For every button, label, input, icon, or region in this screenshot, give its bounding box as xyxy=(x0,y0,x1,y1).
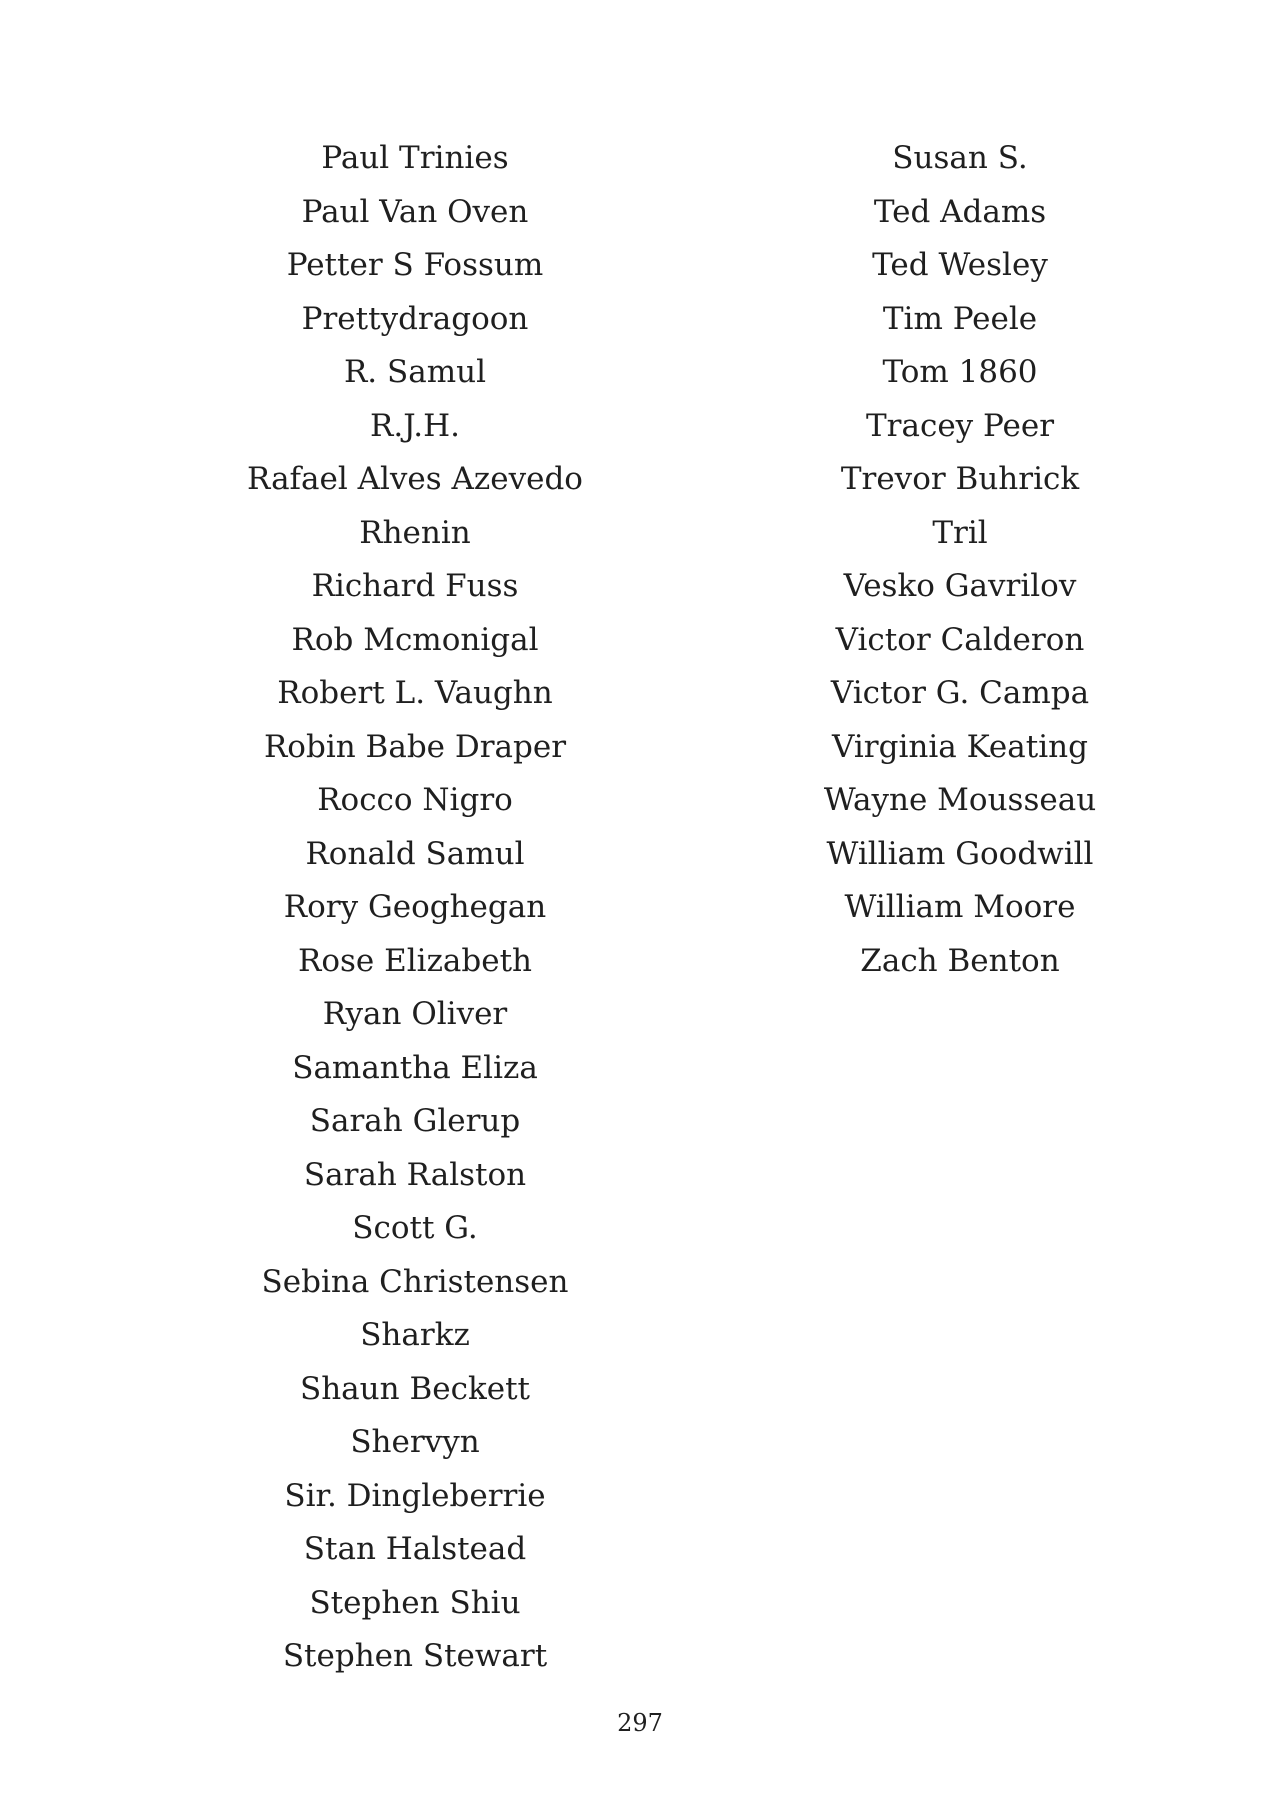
list-item: Robert L. Vaughn xyxy=(277,675,553,711)
list-item: Sharkz xyxy=(360,1317,470,1353)
list-item: Tim Peele xyxy=(882,300,1038,337)
list-item: Sir. Dingleberrie xyxy=(284,1477,546,1514)
list-item: Victor G. Campa xyxy=(830,675,1090,711)
list-item: Stan Halstead xyxy=(303,1531,527,1567)
list-item: Shervyn xyxy=(350,1424,480,1460)
list-item: Sarah Ralston xyxy=(303,1156,527,1193)
list-item: Vesko Gavrilov xyxy=(843,568,1077,604)
list-item: Stephen Stewart xyxy=(282,1638,548,1674)
list-item: Ted Adams xyxy=(873,193,1047,230)
page-number: 297 xyxy=(617,1709,663,1737)
list-item: Rhenin xyxy=(359,514,471,551)
list-item: Trevor Buhrick xyxy=(840,461,1080,497)
list-item: Ronald Samul xyxy=(305,835,525,872)
list-item: Victor Calderon xyxy=(835,621,1085,658)
list-item: Sarah Glerup xyxy=(309,1103,521,1139)
list-item: Scott G. xyxy=(352,1210,478,1246)
list-item: Tracey Peer xyxy=(865,407,1055,444)
list-item: Ted Wesley xyxy=(872,247,1048,283)
list-item: Paul Trinies xyxy=(321,140,509,176)
list-item: Virginia Keating xyxy=(832,728,1088,765)
list-item: R.J.H. xyxy=(370,407,460,444)
list-item: Samantha Eliza xyxy=(292,1049,538,1086)
list-item: Petter S Fossum xyxy=(286,247,544,283)
list-item: Tom 1860 xyxy=(882,354,1038,390)
list-item: Paul Van Oven xyxy=(301,193,529,230)
list-item: Robin Babe Draper xyxy=(263,728,567,765)
list-item: Rob Mcmonigal xyxy=(291,621,539,658)
list-item: Rory Geoghegan xyxy=(283,889,547,925)
list-item: William Moore xyxy=(844,889,1076,925)
list-item: Tril xyxy=(932,514,988,551)
list-item: Sebina Christensen xyxy=(261,1263,569,1300)
list-item: William Goodwill xyxy=(826,835,1094,872)
names-column-left xyxy=(220,132,610,1684)
list-item: R. Samul xyxy=(343,354,487,390)
list-item: Wayne Mousseau xyxy=(823,782,1097,818)
names-column-right xyxy=(760,132,1160,988)
list-item: Rafael Alves Azevedo xyxy=(247,461,583,497)
list-item: Shaun Beckett xyxy=(299,1370,530,1407)
list-item: Rose Elizabeth xyxy=(298,942,532,979)
list-item: Susan S. xyxy=(892,140,1028,176)
list-item: Ryan Oliver xyxy=(322,996,508,1032)
list-item: Stephen Shiu xyxy=(309,1584,521,1621)
list-item: Rocco Nigro xyxy=(317,782,513,818)
list-item: Zach Benton xyxy=(860,942,1060,979)
list-item: Prettydragoon xyxy=(301,300,529,337)
list-item: Richard Fuss xyxy=(311,568,519,604)
